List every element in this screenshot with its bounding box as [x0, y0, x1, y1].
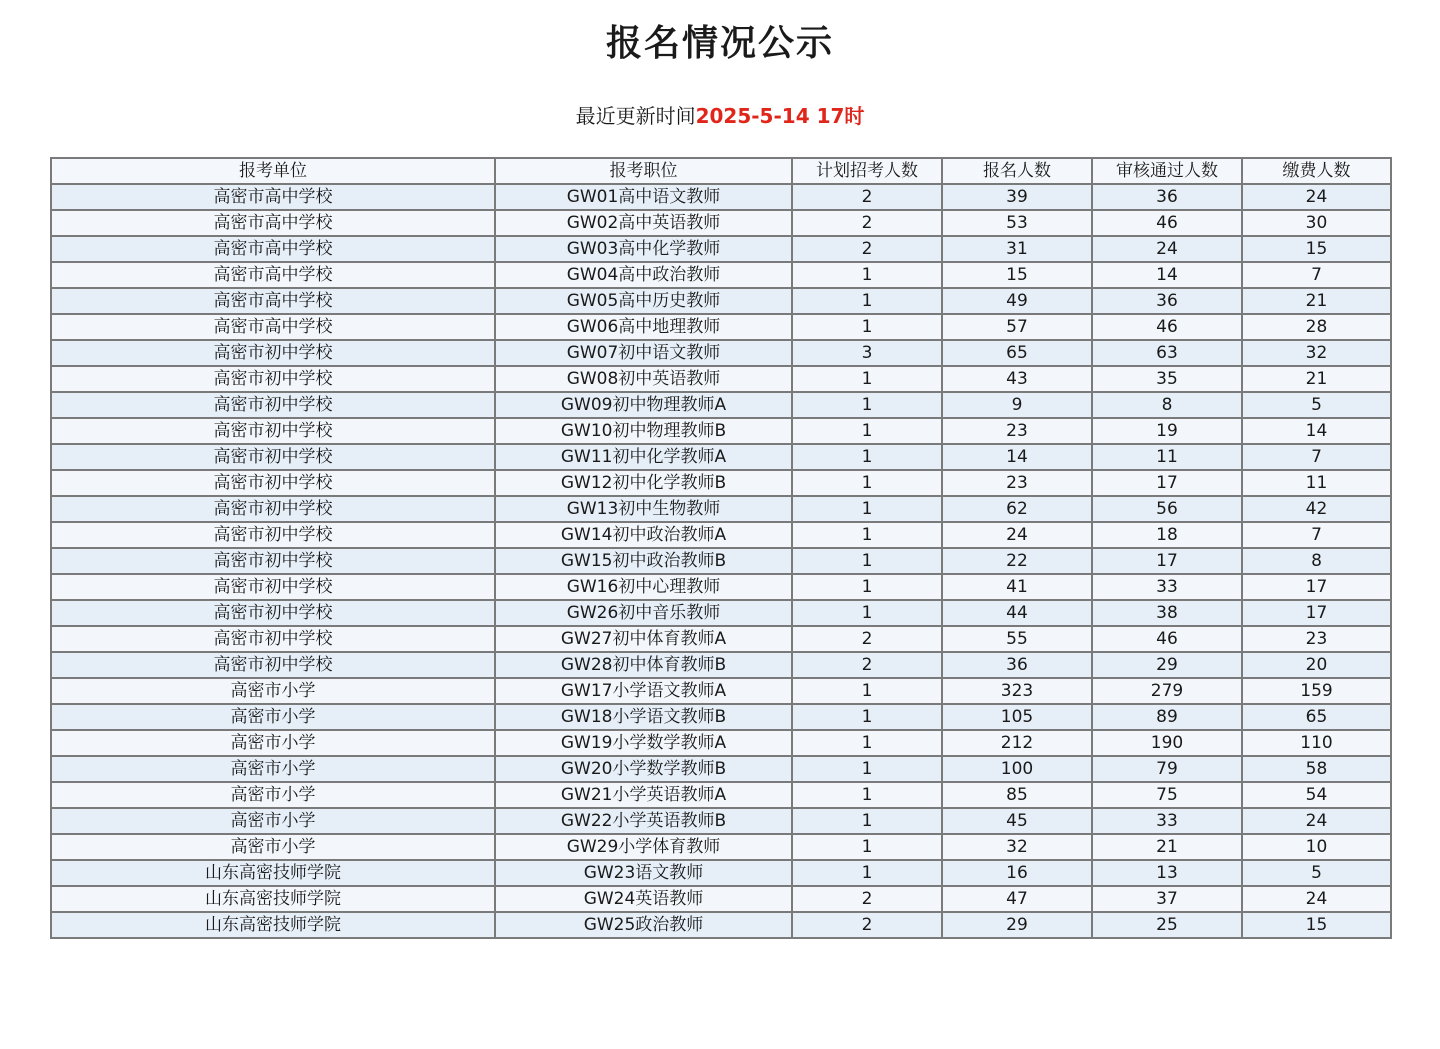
cell-paid: 7 [1242, 444, 1391, 470]
table-row [51, 704, 1391, 730]
cell-approved: 35 [1092, 366, 1242, 392]
cell-position: GW11初中化学教师A [495, 444, 792, 470]
cell-registered: 49 [942, 288, 1092, 314]
cell-unit: 高密市小学 [51, 782, 495, 808]
table-row [51, 288, 1391, 314]
cell-approved: 79 [1092, 756, 1242, 782]
cell-position: GW24英语教师 [495, 886, 792, 912]
cell-unit: 高密市高中学校 [51, 236, 495, 262]
cell-unit: 高密市小学 [51, 704, 495, 730]
cell-paid: 11 [1242, 470, 1391, 496]
cell-paid: 30 [1242, 210, 1391, 236]
table-row [51, 886, 1391, 912]
cell-paid: 21 [1242, 288, 1391, 314]
cell-registered: 65 [942, 340, 1092, 366]
registration-table [50, 157, 1392, 939]
cell-paid: 17 [1242, 574, 1391, 600]
cell-unit: 高密市初中学校 [51, 418, 495, 444]
cell-approved: 279 [1092, 678, 1242, 704]
cell-unit: 高密市初中学校 [51, 522, 495, 548]
table-row [51, 236, 1391, 262]
table-row [51, 548, 1391, 574]
cell-planned: 1 [792, 288, 942, 314]
cell-planned: 1 [792, 782, 942, 808]
cell-planned: 1 [792, 314, 942, 340]
cell-registered: 47 [942, 886, 1092, 912]
cell-unit: 高密市初中学校 [51, 392, 495, 418]
cell-planned: 1 [792, 756, 942, 782]
cell-planned: 2 [792, 912, 942, 938]
cell-registered: 44 [942, 600, 1092, 626]
cell-planned: 1 [792, 678, 942, 704]
cell-position: GW29小学体育教师 [495, 834, 792, 860]
cell-position: GW20小学数学教师B [495, 756, 792, 782]
table-row [51, 522, 1391, 548]
cell-position: GW07初中语文教师 [495, 340, 792, 366]
cell-planned: 1 [792, 496, 942, 522]
cell-planned: 1 [792, 548, 942, 574]
cell-position: GW08初中英语教师 [495, 366, 792, 392]
cell-unit: 高密市初中学校 [51, 496, 495, 522]
cell-approved: 19 [1092, 418, 1242, 444]
cell-registered: 43 [942, 366, 1092, 392]
cell-planned: 1 [792, 366, 942, 392]
table-row [51, 366, 1391, 392]
cell-unit: 高密市初中学校 [51, 574, 495, 600]
cell-position: GW26初中音乐教师 [495, 600, 792, 626]
cell-registered: 105 [942, 704, 1092, 730]
cell-planned: 1 [792, 730, 942, 756]
cell-registered: 23 [942, 418, 1092, 444]
cell-approved: 13 [1092, 860, 1242, 886]
table-row [51, 262, 1391, 288]
table-row [51, 574, 1391, 600]
table-row [51, 444, 1391, 470]
cell-planned: 2 [792, 184, 942, 210]
cell-paid: 15 [1242, 912, 1391, 938]
cell-paid: 23 [1242, 626, 1391, 652]
cell-unit: 高密市初中学校 [51, 548, 495, 574]
cell-position: GW25政治教师 [495, 912, 792, 938]
header-registered: 报名人数 [942, 158, 1092, 184]
table-row [51, 756, 1391, 782]
table-row [51, 184, 1391, 210]
cell-approved: 33 [1092, 808, 1242, 834]
cell-planned: 2 [792, 236, 942, 262]
cell-position: GW15初中政治教师B [495, 548, 792, 574]
cell-registered: 14 [942, 444, 1092, 470]
cell-unit: 山东高密技师学院 [51, 860, 495, 886]
header-unit: 报考单位 [51, 158, 495, 184]
cell-unit: 高密市初中学校 [51, 366, 495, 392]
cell-paid: 8 [1242, 548, 1391, 574]
cell-registered: 100 [942, 756, 1092, 782]
cell-approved: 25 [1092, 912, 1242, 938]
cell-position: GW16初中心理教师 [495, 574, 792, 600]
cell-paid: 10 [1242, 834, 1391, 860]
cell-position: GW18小学语文教师B [495, 704, 792, 730]
table-row [51, 860, 1391, 886]
cell-registered: 57 [942, 314, 1092, 340]
header-approved: 审核通过人数 [1092, 158, 1242, 184]
cell-unit: 高密市初中学校 [51, 470, 495, 496]
cell-position: GW23语文教师 [495, 860, 792, 886]
cell-planned: 2 [792, 886, 942, 912]
cell-approved: 21 [1092, 834, 1242, 860]
cell-approved: 46 [1092, 210, 1242, 236]
cell-position: GW19小学数学教师A [495, 730, 792, 756]
cell-planned: 1 [792, 834, 942, 860]
cell-registered: 62 [942, 496, 1092, 522]
cell-unit: 高密市高中学校 [51, 184, 495, 210]
cell-planned: 1 [792, 808, 942, 834]
cell-planned: 1 [792, 418, 942, 444]
cell-paid: 7 [1242, 522, 1391, 548]
table-row [51, 730, 1391, 756]
cell-planned: 1 [792, 574, 942, 600]
update-time: 2025-5-14 17时 [695, 104, 865, 128]
cell-planned: 2 [792, 626, 942, 652]
cell-approved: 17 [1092, 470, 1242, 496]
cell-approved: 8 [1092, 392, 1242, 418]
cell-position: GW09初中物理教师A [495, 392, 792, 418]
cell-unit: 高密市高中学校 [51, 262, 495, 288]
cell-approved: 46 [1092, 626, 1242, 652]
cell-position: GW22小学英语教师B [495, 808, 792, 834]
cell-position: GW27初中体育教师A [495, 626, 792, 652]
cell-registered: 36 [942, 652, 1092, 678]
cell-planned: 1 [792, 860, 942, 886]
cell-paid: 159 [1242, 678, 1391, 704]
cell-unit: 高密市高中学校 [51, 210, 495, 236]
cell-planned: 1 [792, 262, 942, 288]
cell-approved: 89 [1092, 704, 1242, 730]
update-label: 最近更新时间 [575, 104, 696, 128]
cell-paid: 24 [1242, 808, 1391, 834]
cell-unit: 高密市小学 [51, 730, 495, 756]
cell-unit: 山东高密技师学院 [51, 912, 495, 938]
cell-paid: 65 [1242, 704, 1391, 730]
cell-planned: 1 [792, 522, 942, 548]
cell-registered: 16 [942, 860, 1092, 886]
cell-registered: 41 [942, 574, 1092, 600]
cell-position: GW17小学语文教师A [495, 678, 792, 704]
cell-paid: 15 [1242, 236, 1391, 262]
cell-position: GW05高中历史教师 [495, 288, 792, 314]
cell-approved: 38 [1092, 600, 1242, 626]
cell-position: GW21小学英语教师A [495, 782, 792, 808]
cell-registered: 212 [942, 730, 1092, 756]
cell-approved: 63 [1092, 340, 1242, 366]
cell-registered: 55 [942, 626, 1092, 652]
cell-planned: 2 [792, 652, 942, 678]
cell-approved: 190 [1092, 730, 1242, 756]
table-row [51, 340, 1391, 366]
cell-planned: 1 [792, 392, 942, 418]
cell-unit: 高密市初中学校 [51, 626, 495, 652]
table-row [51, 626, 1391, 652]
cell-paid: 24 [1242, 184, 1391, 210]
cell-position: GW01高中语文教师 [495, 184, 792, 210]
cell-registered: 45 [942, 808, 1092, 834]
cell-paid: 5 [1242, 860, 1391, 886]
cell-planned: 1 [792, 470, 942, 496]
table-row [51, 912, 1391, 938]
cell-registered: 22 [942, 548, 1092, 574]
cell-paid: 42 [1242, 496, 1391, 522]
cell-approved: 29 [1092, 652, 1242, 678]
header-position: 报考职位 [495, 158, 792, 184]
header-planned: 计划招考人数 [792, 158, 942, 184]
cell-paid: 7 [1242, 262, 1391, 288]
cell-position: GW10初中物理教师B [495, 418, 792, 444]
table-body [51, 184, 1391, 938]
cell-unit: 高密市小学 [51, 678, 495, 704]
cell-approved: 11 [1092, 444, 1242, 470]
cell-approved: 56 [1092, 496, 1242, 522]
cell-unit: 高密市初中学校 [51, 600, 495, 626]
cell-unit: 高密市高中学校 [51, 288, 495, 314]
cell-approved: 36 [1092, 184, 1242, 210]
cell-paid: 54 [1242, 782, 1391, 808]
cell-unit: 高密市初中学校 [51, 340, 495, 366]
cell-registered: 15 [942, 262, 1092, 288]
cell-position: GW14初中政治教师A [495, 522, 792, 548]
cell-approved: 18 [1092, 522, 1242, 548]
cell-approved: 17 [1092, 548, 1242, 574]
cell-registered: 323 [942, 678, 1092, 704]
cell-position: GW06高中地理教师 [495, 314, 792, 340]
cell-approved: 14 [1092, 262, 1242, 288]
cell-approved: 37 [1092, 886, 1242, 912]
table-row [51, 834, 1391, 860]
cell-unit: 高密市小学 [51, 834, 495, 860]
cell-planned: 1 [792, 444, 942, 470]
cell-position: GW03高中化学教师 [495, 236, 792, 262]
cell-planned: 3 [792, 340, 942, 366]
cell-unit: 高密市初中学校 [51, 444, 495, 470]
page-title: 报名情况公示 [605, 23, 834, 64]
cell-registered: 23 [942, 470, 1092, 496]
table-row [51, 314, 1391, 340]
cell-registered: 24 [942, 522, 1092, 548]
cell-position: GW02高中英语教师 [495, 210, 792, 236]
cell-planned: 1 [792, 600, 942, 626]
cell-paid: 32 [1242, 340, 1391, 366]
cell-registered: 85 [942, 782, 1092, 808]
table-row [51, 392, 1391, 418]
cell-unit: 高密市初中学校 [51, 652, 495, 678]
cell-registered: 53 [942, 210, 1092, 236]
cell-registered: 39 [942, 184, 1092, 210]
table-row [51, 678, 1391, 704]
cell-planned: 2 [792, 210, 942, 236]
table-row [51, 210, 1391, 236]
header-paid: 缴费人数 [1242, 158, 1391, 184]
cell-position: GW13初中生物教师 [495, 496, 792, 522]
table-row [51, 418, 1391, 444]
cell-unit: 山东高密技师学院 [51, 886, 495, 912]
cell-paid: 5 [1242, 392, 1391, 418]
cell-approved: 24 [1092, 236, 1242, 262]
table-row [51, 496, 1391, 522]
cell-registered: 29 [942, 912, 1092, 938]
cell-approved: 46 [1092, 314, 1242, 340]
table-row [51, 782, 1391, 808]
cell-approved: 33 [1092, 574, 1242, 600]
cell-paid: 58 [1242, 756, 1391, 782]
cell-paid: 14 [1242, 418, 1391, 444]
cell-paid: 20 [1242, 652, 1391, 678]
cell-registered: 9 [942, 392, 1092, 418]
cell-approved: 36 [1092, 288, 1242, 314]
update-info [0, 102, 1440, 130]
cell-approved: 75 [1092, 782, 1242, 808]
table-row [51, 808, 1391, 834]
cell-paid: 110 [1242, 730, 1391, 756]
cell-registered: 31 [942, 236, 1092, 262]
table-row [51, 600, 1391, 626]
cell-position: GW28初中体育教师B [495, 652, 792, 678]
table-row [51, 470, 1391, 496]
cell-unit: 高密市小学 [51, 808, 495, 834]
table-header-row [51, 158, 1391, 184]
cell-unit: 高密市小学 [51, 756, 495, 782]
cell-registered: 32 [942, 834, 1092, 860]
cell-paid: 21 [1242, 366, 1391, 392]
cell-unit: 高密市高中学校 [51, 314, 495, 340]
cell-position: GW04高中政治教师 [495, 262, 792, 288]
table-row [51, 652, 1391, 678]
cell-paid: 24 [1242, 886, 1391, 912]
cell-position: GW12初中化学教师B [495, 470, 792, 496]
cell-paid: 17 [1242, 600, 1391, 626]
cell-paid: 28 [1242, 314, 1391, 340]
cell-planned: 1 [792, 704, 942, 730]
